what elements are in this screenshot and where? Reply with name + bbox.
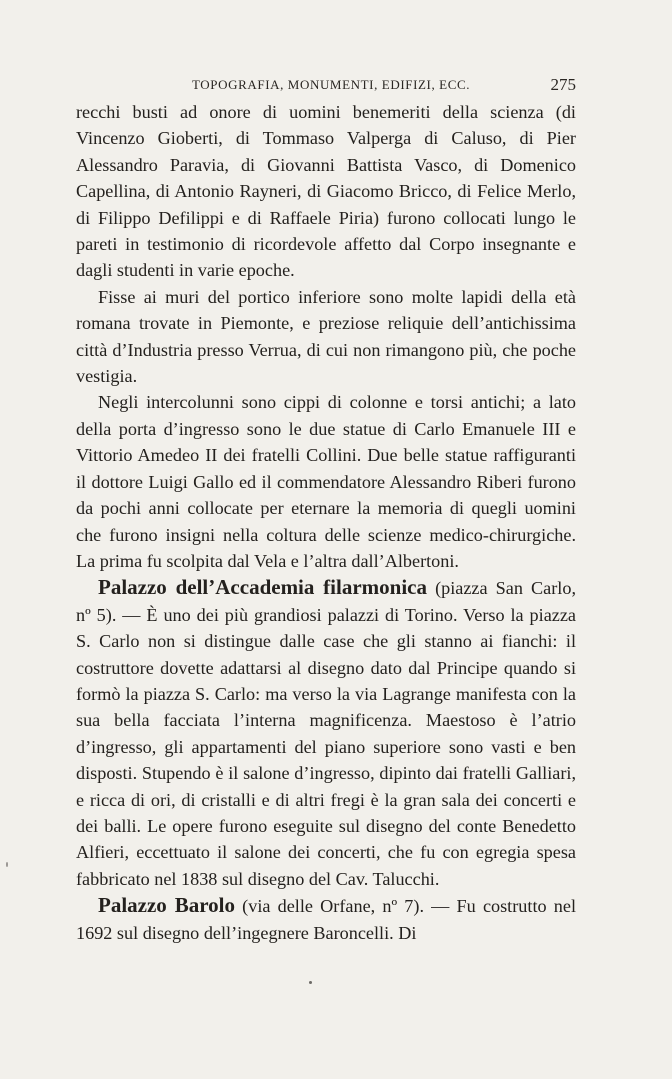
paragraph: Negli intercolunni sono cippi di colonne e torsi antichi; a lato della porta d’ingresso sono le due statue di Carlo Emanuele III e Vittorio Amedeo II dei fratelli Collini. Due belle statue raffiguranti il dottore Luigi Gallo ed il commendatore Alessandro Riberi furono da pochi anni collocate per eternare la memoria di quegli uomini che furono insigni nella coltura delle scienze medico-chirurgiche. La prima fu scolpita dal Vela e l’altra dall’Albertoni.: [76, 392, 576, 571]
paper-speck: [309, 981, 312, 984]
paper-speck: [6, 862, 8, 867]
paragraph: recchi busti ad onore di uomini benemeriti della scienza (di Vincenzo Gioberti, di Tommaso Valperga di Caluso, di Pier Alessandro Paravia, di Giovanni Battista Vasco, di Domenico Capellina, di Antonio Rayneri, di Giacomo Bricco, di Felice Merlo, di Filippo Defilippi e di Raffaele Piria) furono collocati lungo le pareti in testimonio di ricordevole affetto dal Corpo insegnante e dagli studenti in varie epoche.: [76, 102, 576, 281]
entry-text: (piazza San Carlo, nº 5). — È uno dei più grandiosi palazzi di Torino. Verso la piazza S. Carlo non si distingue dalle case che gli stanno ai fianchi: il costruttore dovette adattarsi al disegno dato dal Principe quando si formò la piazza S. Carlo: ma verso la via Lagrange manifesta con la sua bella facciata l’interna magnificenza. Maestoso è l’atrio d’ingresso, gli appartamenti del piano superiore sono vasti e ben disposti. Stupendo è il salone d’ingresso, dipinto dai fratelli Galliari, e ricca di ori, di cristalli e di altri fregi è la gran sala dei concerti e dei balli. Le opere furono eseguite sul disegno del conte Benedetto Alfieri, eccettuato il salone dei concerti, che fu con egregia spesa fabbricato nel 1838 sul disegno del Cav. Talucchi.: [76, 578, 576, 889]
page-number: 275: [550, 75, 576, 94]
paragraph: Fisse ai muri del portico inferiore sono molte lapidi della età romana trovate in Piemonte, e preziose reliquie dell’antichissima città d’Industria presso Verrua, di cui non rimangono più, che poche vestigia.: [76, 286, 576, 387]
body-text: [76, 99, 576, 946]
entry-title: Palazzo dell’Accademia filarmonica: [98, 575, 427, 600]
entry-title: Palazzo Barolo: [98, 893, 235, 918]
entry-paragraph: [76, 574, 576, 892]
page-header: [76, 76, 576, 96]
entry-text: (via delle Orfane, nº 7). — Fu costrutto nel 1692 sul disegno dell’ingegnere Baroncelli. Di: [76, 896, 576, 943]
running-head: TOPOGRAFIA, MONUMENTI, EDIFIZI, ECC.: [192, 77, 471, 92]
entry-paragraph: [76, 892, 576, 946]
